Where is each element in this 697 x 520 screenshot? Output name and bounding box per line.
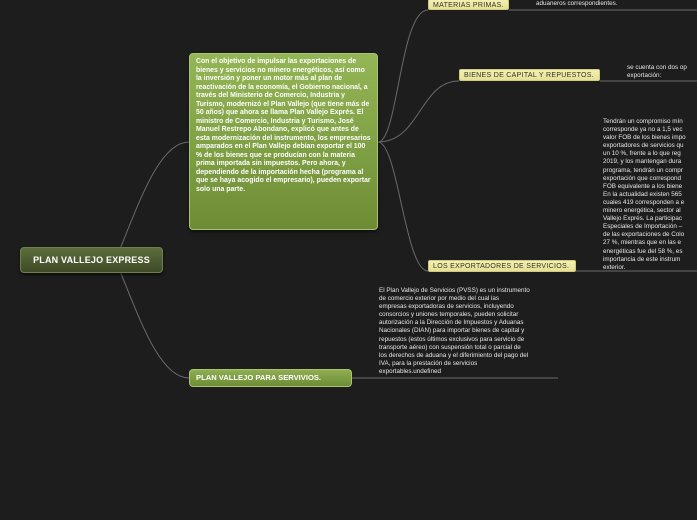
note-line: 27 %, mientras que en las e <box>603 239 682 247</box>
note-bienes <box>627 64 697 80</box>
note-line: transporte aéreo) con suspensión total o parcial de <box>379 343 521 351</box>
note-line: consorcios y uniones temporales, pueden solicitar <box>379 311 519 319</box>
tag-materias-primas[interactable]: MATERIAS PRIMAS. <box>428 0 509 10</box>
link-description-to-materias <box>378 10 428 142</box>
topic-plan-vallejo-servicios[interactable]: PLAN VALLEJO PARA SERVIVIOS. <box>189 369 352 387</box>
note-line: programa, tendrán un compr <box>603 166 683 174</box>
link-description-to-exportadores <box>378 142 428 271</box>
note-exportadores <box>603 118 697 272</box>
note-line: Tendrán un compromiso mín <box>603 118 683 125</box>
note-line: autorización a la Dirección de Impuestos y Aduanas <box>379 319 524 327</box>
tag-bienes-de-capital[interactable]: BIENES DE CAPITAL Y REPUESTOS. <box>459 69 600 81</box>
root-node-plan-vallejo-express[interactable]: PLAN VALLEJO EXPRESS <box>20 247 163 273</box>
link-root-to-servicios <box>120 271 189 378</box>
note-line: exportación que correspond <box>603 174 682 182</box>
description-node[interactable]: Con el objetivo de impulsar las exportaciones de bienes y servicios no minero energéticos, así como la inversión y poner un motor más al plan de reactivación de la economía, el Gobierno nacional, a través del Ministerio de Comercio, Industria y Turismo, modernizó el Plan Vallejo (que tiene más de 50 años) que ahora se llama Plan Vallejo Exprés. El ministro de Comercio, Industria y Turismo, José Manuel Restrepo Abondano, explicó que antes de esta modernización del instrumento, los empresarios amparados en el Plan Vallejo debían exportar el 100 % de los bienes que se producían con la materia prima importada sin impuestos. Pero ahora, y dependiendo de la importación hecha (programa al que se haya acogido el empresario), pueden exportar solo una parte. <box>189 53 378 230</box>
note-line: Especiales de Importación – <box>603 223 683 231</box>
note-line: los derechos de aduana y el diferimiento del pago del <box>379 351 529 359</box>
note-line: Nacionales (DIAN) para importar bienes de capital y <box>379 327 525 335</box>
note-line: se cuenta con dos op <box>627 64 687 71</box>
note-line: exportación: <box>627 72 662 80</box>
note-line: de comercio exterior por medio del cual las <box>379 295 500 303</box>
note-line: energéticas fue del 58 %, es <box>603 247 683 255</box>
note-line: exportadores de servicios qu <box>603 142 684 150</box>
note-line: IVA, para la prestación de servicios <box>379 359 478 367</box>
note-line: empresas exportadoras de servicios, incluyendo <box>379 303 514 311</box>
link-root-to-description <box>120 142 189 249</box>
note-line: El Plan Vallejo de Servicios (PVSS) es un instrumento <box>379 287 530 294</box>
note-line: un 10 %, frente a lo que reg <box>603 150 681 158</box>
note-line: corresponde ya no a 1,5 vec <box>603 126 683 134</box>
note-line: exportables.undefined <box>379 367 441 375</box>
note-line: repuestos (estos últimos exclusivos para servicio de <box>379 335 525 343</box>
note-line: de las exportaciones de Colo <box>603 231 685 239</box>
note-line: FOB equivalente a los biene <box>603 182 683 190</box>
note-line: exterior. <box>603 263 626 271</box>
note-line: Vallejo Exprés. La participac <box>603 215 682 223</box>
link-description-to-bienes <box>378 81 459 142</box>
note-line: 2019, y los mantengan dura <box>603 158 682 166</box>
note-line: minero energética, sector al <box>603 207 681 215</box>
note-line: valor FOB de los bienes impo <box>603 134 686 142</box>
note-servicios <box>379 287 557 376</box>
note-line: cuales 419 corresponden a e <box>603 198 685 206</box>
tag-exportadores-de-servicios[interactable]: LOS EXPORTADORES DE SERVICIOS. <box>428 260 576 272</box>
note-line: importancia de este instrum <box>603 255 681 263</box>
note-materias: aduaneros correspondientes. <box>536 0 618 7</box>
note-line: En la actualidad existen 565 <box>603 190 682 198</box>
